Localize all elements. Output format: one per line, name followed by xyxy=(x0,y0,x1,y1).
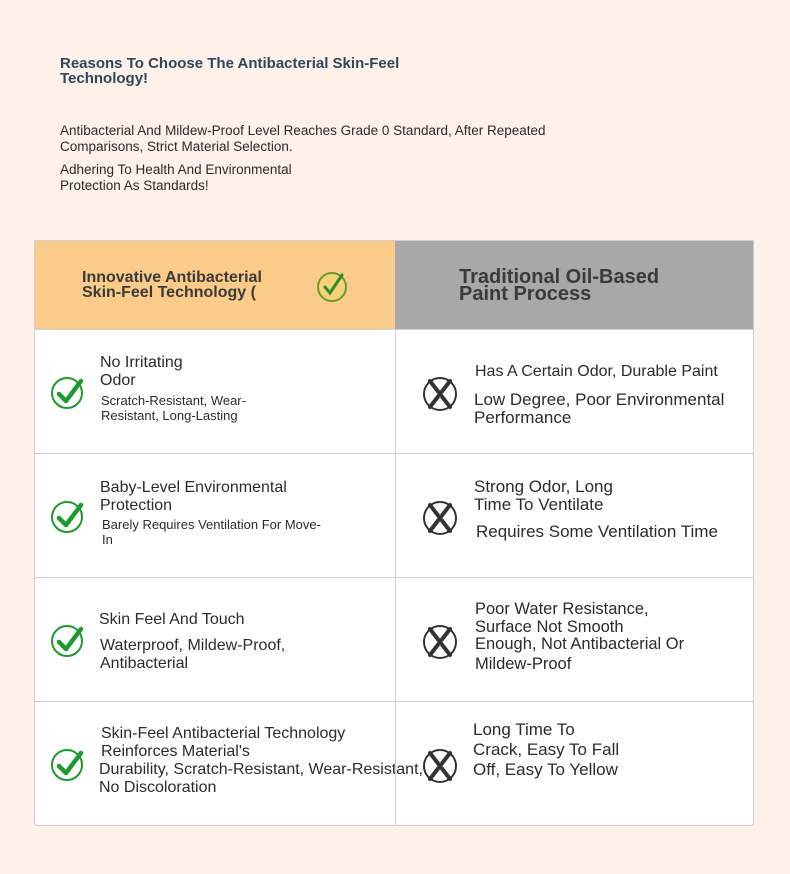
header-innovative-label: Innovative Antibacterial Skin-Feel Technology ( xyxy=(82,269,262,301)
innovative-cell xyxy=(35,454,395,577)
traditional-feature-detail: Low Degree, Poor Environmental Performance xyxy=(474,390,725,427)
comparison-table xyxy=(34,240,754,826)
innovative-feature-title: Skin-Feel Antibacterial Technology Reinforces Material's xyxy=(101,725,346,760)
traditional-cell xyxy=(395,578,754,701)
traditional-cell xyxy=(395,330,754,453)
innovative-cell xyxy=(35,702,423,826)
table-row xyxy=(35,329,754,453)
check-mark-icon xyxy=(49,496,89,536)
check-mark-icon xyxy=(49,620,89,660)
traditional-feature-title: Strong Odor, Long Time To Ventilate xyxy=(474,477,613,514)
innovative-feature-title: Baby-Level Environmental Protection xyxy=(100,479,287,514)
innovative-feature-detail: Scratch-Resistant, Wear-Resistant, Long-Lasting xyxy=(101,393,246,423)
header-traditional xyxy=(395,241,754,329)
innovative-feature-detail: Durability, Scratch-Resistant, Wear-Resistant, No Discoloration xyxy=(99,761,423,796)
header-traditional-label: Traditional Oil-Based Paint Process xyxy=(459,266,660,305)
check-mark-icon xyxy=(49,372,89,412)
intro-text-quality: Antibacterial And Mildew-Proof Level Reaches Grade 0 Standard, After Repeated Comparisons, Strict Material Selection. xyxy=(60,123,546,154)
traditional-cell xyxy=(395,454,754,577)
traditional-feature-title: Poor Water Resistance, Surface Not Smooth xyxy=(475,600,649,636)
cross-mark-icon xyxy=(420,745,460,785)
table-row xyxy=(35,453,754,577)
traditional-feature-detail: Enough, Not Antibacterial Or Mildew-Proof xyxy=(475,635,685,673)
approve-badge-icon xyxy=(316,269,350,303)
header-innovative xyxy=(35,241,395,329)
innovative-feature-title: Skin Feel And Touch xyxy=(99,611,245,628)
table-row xyxy=(35,577,754,701)
traditional-feature-detail: Requires Some Ventilation Time xyxy=(476,522,718,541)
innovative-cell xyxy=(35,578,395,701)
intro-text-health: Adhering To Health And Environmental Protection As Standards! xyxy=(60,162,292,193)
innovative-feature-detail: Barely Requires Ventilation For Move-In xyxy=(102,517,321,547)
traditional-feature-title: Long Time To Crack, Easy To Fall Off, Easy To Yellow xyxy=(473,720,620,779)
cross-mark-icon xyxy=(420,373,460,413)
cross-mark-icon xyxy=(420,621,460,661)
table-row xyxy=(35,701,754,826)
innovative-cell xyxy=(35,330,395,453)
cross-mark-icon xyxy=(420,497,460,537)
innovative-feature-title: No Irritating Odor xyxy=(100,354,183,389)
innovative-feature-detail: Waterproof, Mildew-Proof, Antibacterial xyxy=(100,637,286,672)
page-title: Reasons To Choose The Antibacterial Skin-Feel Technology! xyxy=(60,55,400,87)
traditional-cell xyxy=(395,702,754,826)
check-mark-icon xyxy=(49,744,89,784)
traditional-feature-title: Has A Certain Odor, Durable Paint xyxy=(475,363,718,380)
